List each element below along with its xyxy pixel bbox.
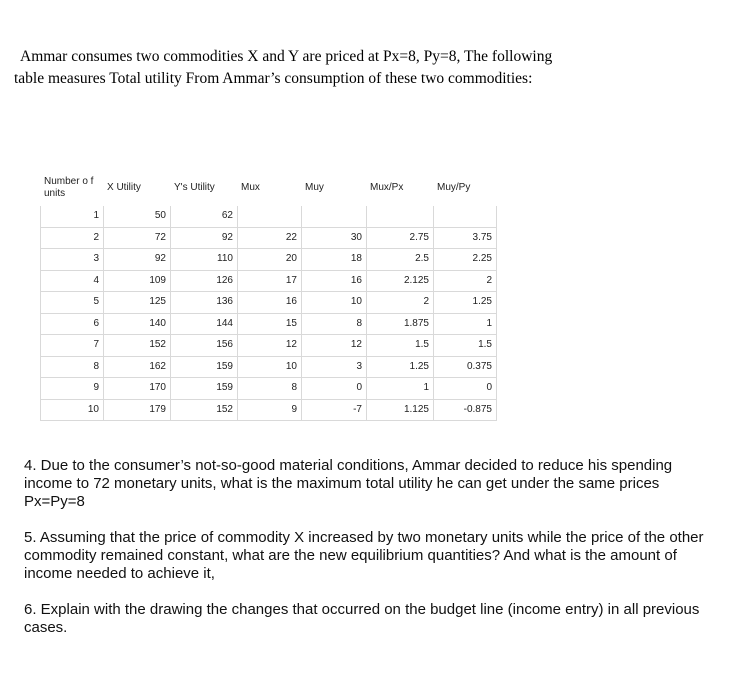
cell-mux: [238, 206, 302, 228]
cell-mux-px: 2.125: [367, 270, 434, 292]
cell-muy-py: 1.25: [434, 292, 497, 314]
cell-units: 10: [41, 399, 104, 421]
cell-units: 6: [41, 313, 104, 335]
cell-x-utility: 125: [104, 292, 171, 314]
cell-muy: [302, 206, 367, 228]
table-row: [41, 335, 497, 357]
cell-mux-px: 1.125: [367, 399, 434, 421]
cell-x-utility: 92: [104, 249, 171, 271]
cell-muy: 12: [302, 335, 367, 357]
question-6: 6. Explain with the drawing the changes that occurred on the budget line (income entry) in all previous cases.: [24, 601, 700, 636]
table-row: [41, 249, 497, 271]
table-header-row: [41, 171, 497, 206]
cell-units: 8: [41, 356, 104, 378]
cell-muy: 10: [302, 292, 367, 314]
question-5: 5. Assuming that the price of commodity X increased by two monetary units while the price of the other commodity remained constant, what are the new equilibrium quantities? And what is the amount of income needed to achieve it,: [24, 529, 704, 582]
cell-muy: 30: [302, 227, 367, 249]
cell-muy-py: [434, 206, 497, 228]
cell-units: 7: [41, 335, 104, 357]
cell-mux: 8: [238, 378, 302, 400]
cell-mux-px: 2.75: [367, 227, 434, 249]
cell-mux: 17: [238, 270, 302, 292]
cell-y-utility: 159: [171, 378, 238, 400]
cell-y-utility: 159: [171, 356, 238, 378]
cell-mux-px: [367, 206, 434, 228]
cell-x-utility: 170: [104, 378, 171, 400]
table-row: [41, 206, 497, 228]
header-y-utility: Y's Utility: [174, 182, 215, 193]
cell-muy: 18: [302, 249, 367, 271]
cell-muy: 0: [302, 378, 367, 400]
cell-muy: 8: [302, 313, 367, 335]
cell-x-utility: 140: [104, 313, 171, 335]
cell-muy-py: 2: [434, 270, 497, 292]
cell-x-utility: 179: [104, 399, 171, 421]
cell-x-utility: 72: [104, 227, 171, 249]
cell-mux: 9: [238, 399, 302, 421]
table-row: [41, 378, 497, 400]
cell-mux-px: 1: [367, 378, 434, 400]
cell-mux-px: 1.875: [367, 313, 434, 335]
cell-units: 1: [41, 206, 104, 228]
cell-x-utility: 152: [104, 335, 171, 357]
table-body: [41, 206, 497, 421]
header-mux-px: Mux/Px: [370, 182, 404, 193]
cell-mux-px: 2.5: [367, 249, 434, 271]
cell-y-utility: 152: [171, 399, 238, 421]
cell-y-utility: 126: [171, 270, 238, 292]
cell-x-utility: 50: [104, 206, 171, 228]
cell-y-utility: 92: [171, 227, 238, 249]
header-number-of-units: Number o f units: [44, 176, 94, 199]
cell-muy-py: -0.875: [434, 399, 497, 421]
cell-y-utility: 144: [171, 313, 238, 335]
cell-mux-px: 1.25: [367, 356, 434, 378]
table-row: [41, 399, 497, 421]
cell-y-utility: 62: [171, 206, 238, 228]
cell-units: 2: [41, 227, 104, 249]
cell-muy-py: 1.5: [434, 335, 497, 357]
utility-table: [40, 170, 497, 421]
cell-x-utility: 109: [104, 270, 171, 292]
header-x-utility: X Utility: [107, 182, 141, 193]
cell-x-utility: 162: [104, 356, 171, 378]
header-muy-py: Muy/Py: [437, 182, 471, 193]
header-mux: Mux: [241, 182, 260, 193]
cell-units: 3: [41, 249, 104, 271]
header-muy: Muy: [305, 182, 324, 193]
intro-line-1: Ammar consumes two commodities X and Y are priced at Px=8, Py=8, The following: [20, 48, 553, 65]
cell-mux: 16: [238, 292, 302, 314]
table-row: [41, 270, 497, 292]
cell-units: 4: [41, 270, 104, 292]
cell-muy-py: 0.375: [434, 356, 497, 378]
table-row: [41, 227, 497, 249]
cell-muy-py: 2.25: [434, 249, 497, 271]
intro-line-2: table measures Total utility From Ammar’s consumption of these two commodities:: [14, 70, 533, 87]
cell-y-utility: 110: [171, 249, 238, 271]
cell-mux-px: 1.5: [367, 335, 434, 357]
intro-paragraph: [14, 46, 714, 90]
cell-y-utility: 156: [171, 335, 238, 357]
cell-units: 5: [41, 292, 104, 314]
table-row: [41, 356, 497, 378]
cell-units: 9: [41, 378, 104, 400]
cell-mux: 10: [238, 356, 302, 378]
table-row: [41, 292, 497, 314]
cell-mux: 20: [238, 249, 302, 271]
table-row: [41, 313, 497, 335]
cell-mux: 12: [238, 335, 302, 357]
cell-muy-py: 3.75: [434, 227, 497, 249]
cell-muy: -7: [302, 399, 367, 421]
questions-section: [24, 457, 714, 655]
cell-mux: 15: [238, 313, 302, 335]
cell-muy-py: 0: [434, 378, 497, 400]
question-4: 4. Due to the consumer’s not-so-good material conditions, Ammar decided to reduce his spending income to 72 monetary units, what is the maximum total utility he can get under the same prices Px=Py=8: [24, 457, 673, 510]
cell-mux: 22: [238, 227, 302, 249]
cell-y-utility: 136: [171, 292, 238, 314]
cell-muy-py: 1: [434, 313, 497, 335]
cell-muy: 3: [302, 356, 367, 378]
cell-mux-px: 2: [367, 292, 434, 314]
cell-muy: 16: [302, 270, 367, 292]
